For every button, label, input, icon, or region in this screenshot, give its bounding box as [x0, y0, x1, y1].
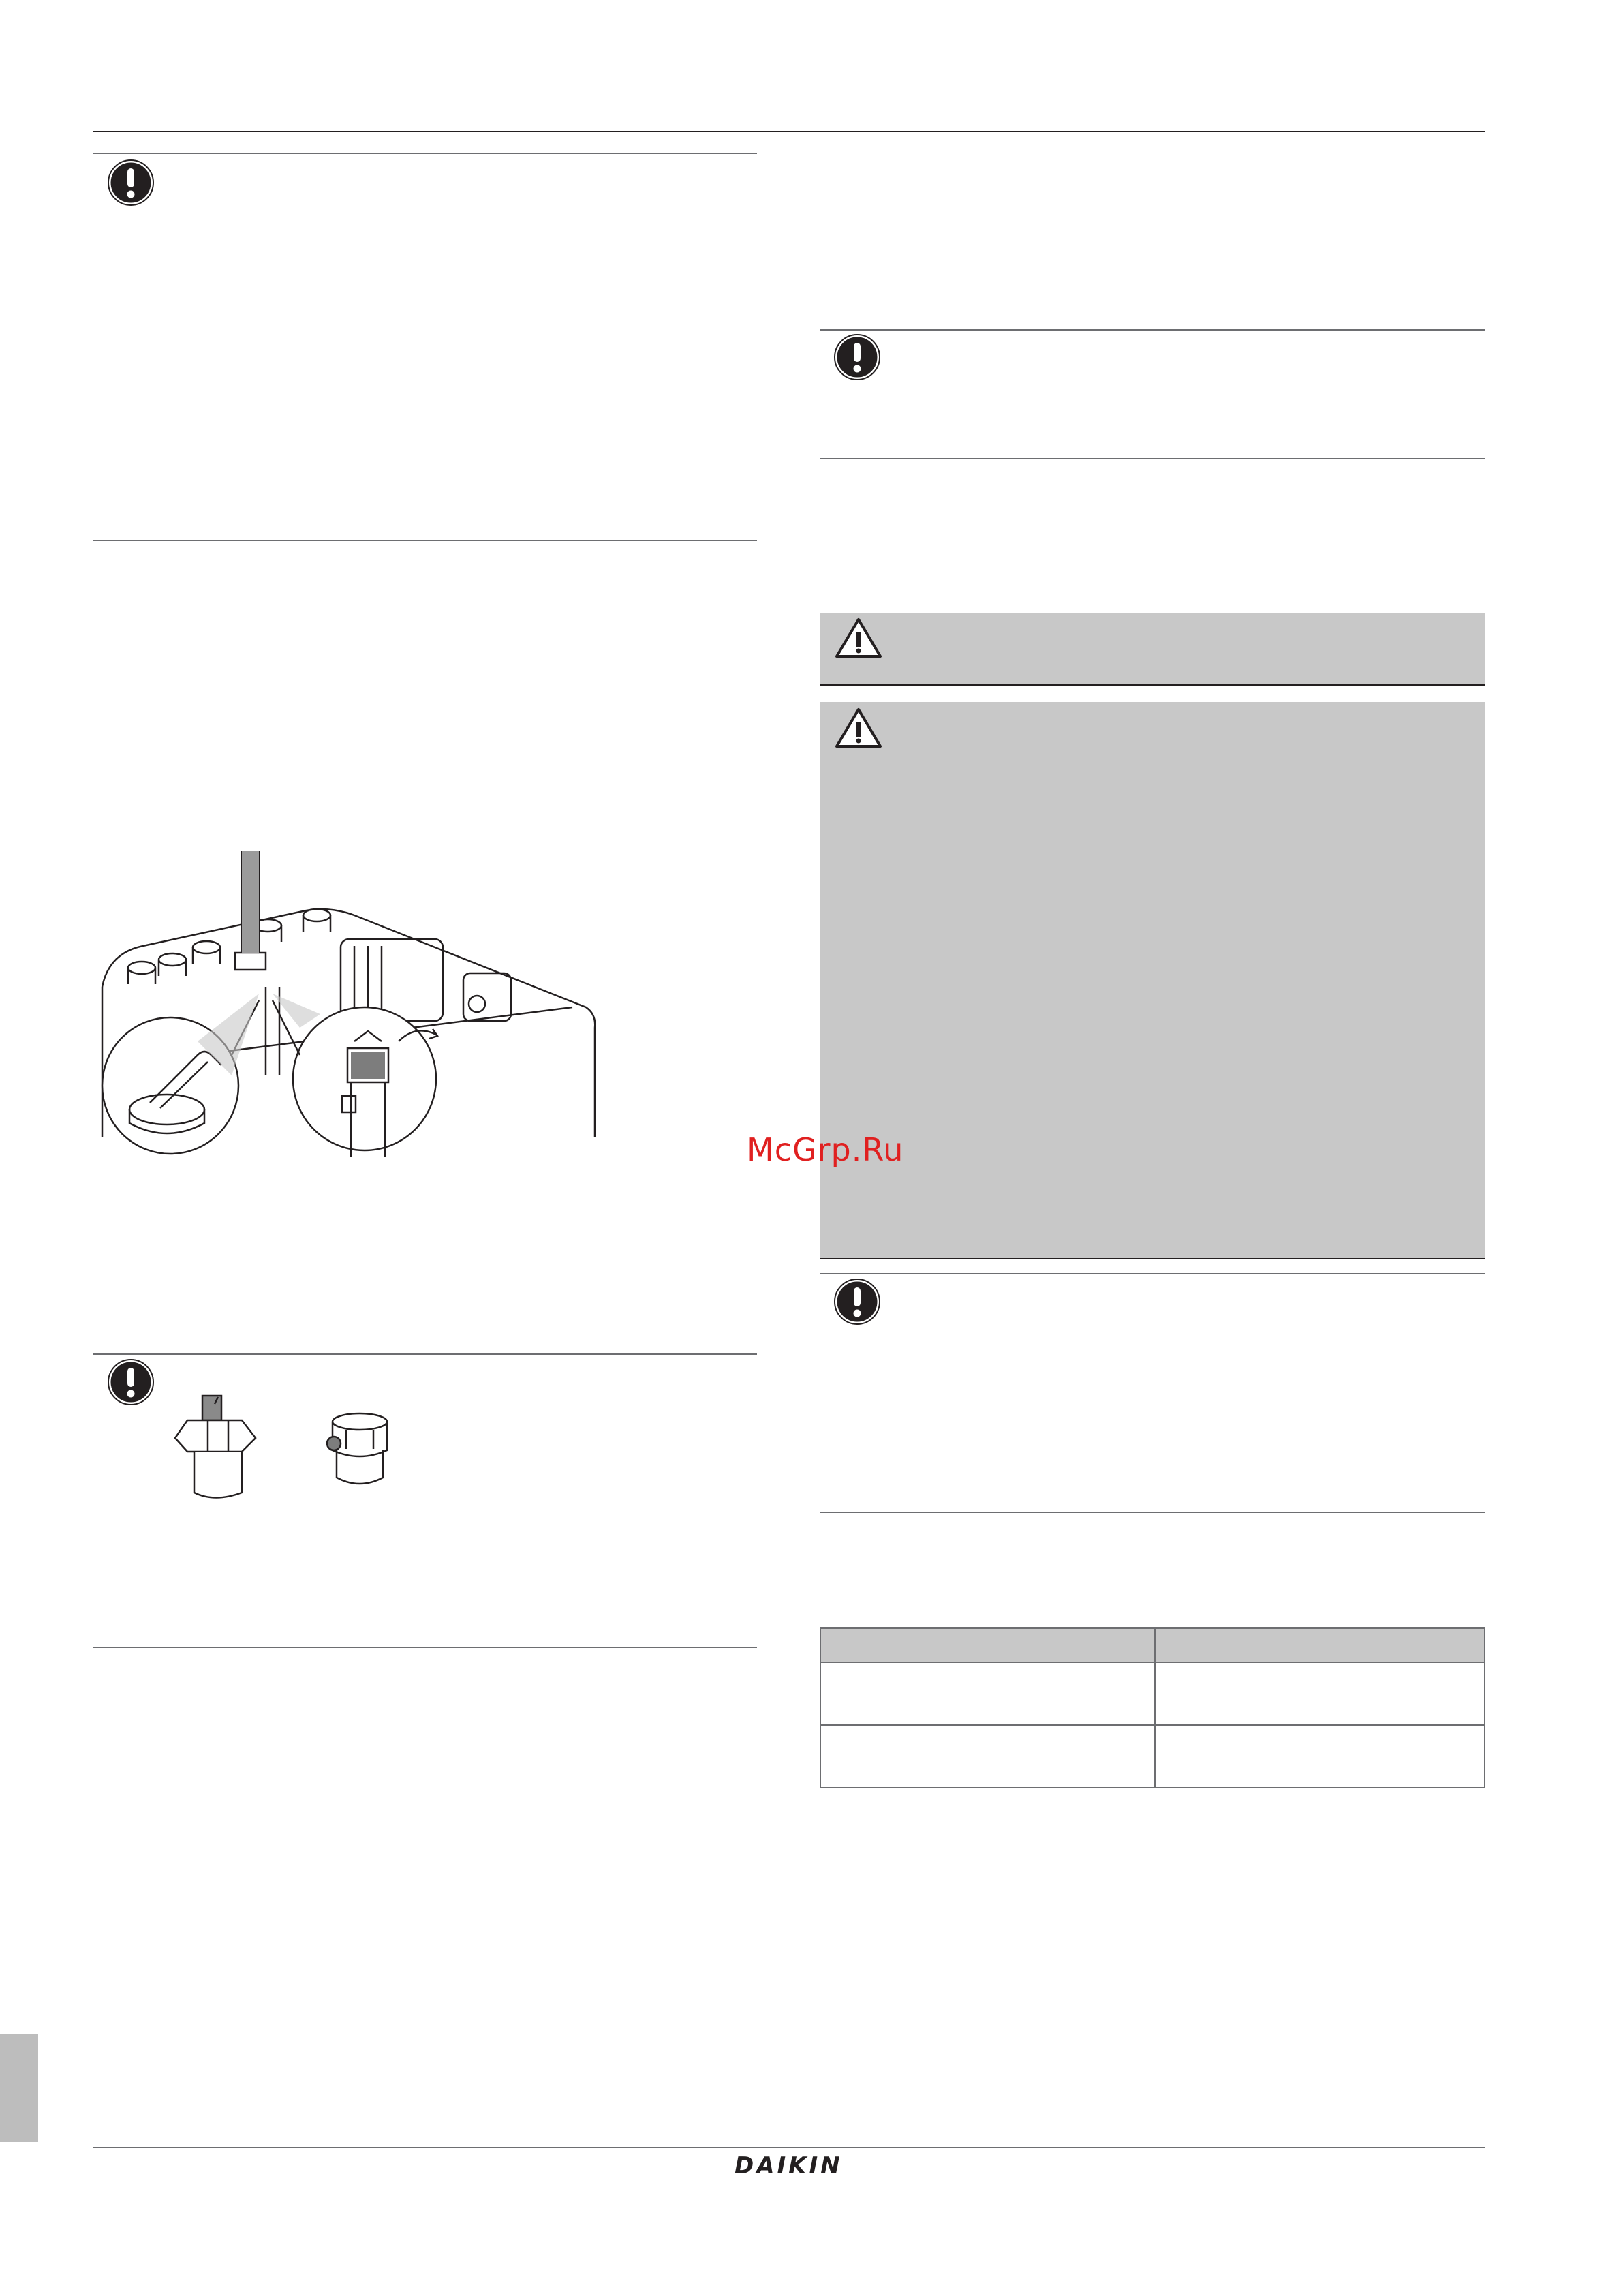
notice-1-top-rule	[93, 153, 757, 154]
notice-4-bottom-rule	[820, 1512, 1485, 1513]
daikin-logo: DAIKIN	[735, 2152, 843, 2179]
notice-4-top-rule	[820, 1273, 1485, 1274]
notice-2-top-rule	[93, 1353, 757, 1355]
warning-box-2	[820, 702, 1485, 1259]
table-header-cell	[820, 1628, 1155, 1662]
warning-triangle-icon	[834, 707, 883, 749]
table-cell	[1155, 1725, 1485, 1788]
notice-2-bottom-rule	[93, 1647, 757, 1648]
exclamation-notice-icon	[108, 159, 154, 206]
warning-box-1	[820, 613, 1485, 686]
table-header-cell	[1155, 1628, 1485, 1662]
fill-and-purge-illustration	[95, 851, 600, 1159]
exclamation-notice-icon	[834, 1279, 880, 1325]
chapter-side-tab	[0, 2034, 38, 2142]
notice-3-bottom-rule	[820, 458, 1485, 459]
table-header-row	[820, 1628, 1485, 1662]
spec-table	[820, 1627, 1485, 1788]
table-cell	[820, 1662, 1155, 1725]
warning-triangle-icon	[834, 617, 883, 659]
header-rule	[93, 131, 1485, 132]
exclamation-notice-icon	[834, 334, 880, 380]
table-cell	[1155, 1662, 1485, 1725]
watermark: McGrp.Ru	[747, 1131, 904, 1168]
air-purge-valve-closed-illustration	[319, 1409, 401, 1501]
table-row	[820, 1662, 1485, 1725]
table-row	[820, 1725, 1485, 1788]
air-purge-valve-open-illustration	[167, 1390, 276, 1506]
table-cell	[820, 1725, 1155, 1788]
notice-3-top-rule	[820, 329, 1485, 331]
notice-1-bottom-rule	[93, 540, 757, 541]
footer-rule	[93, 2147, 1485, 2148]
exclamation-notice-icon	[108, 1359, 154, 1405]
